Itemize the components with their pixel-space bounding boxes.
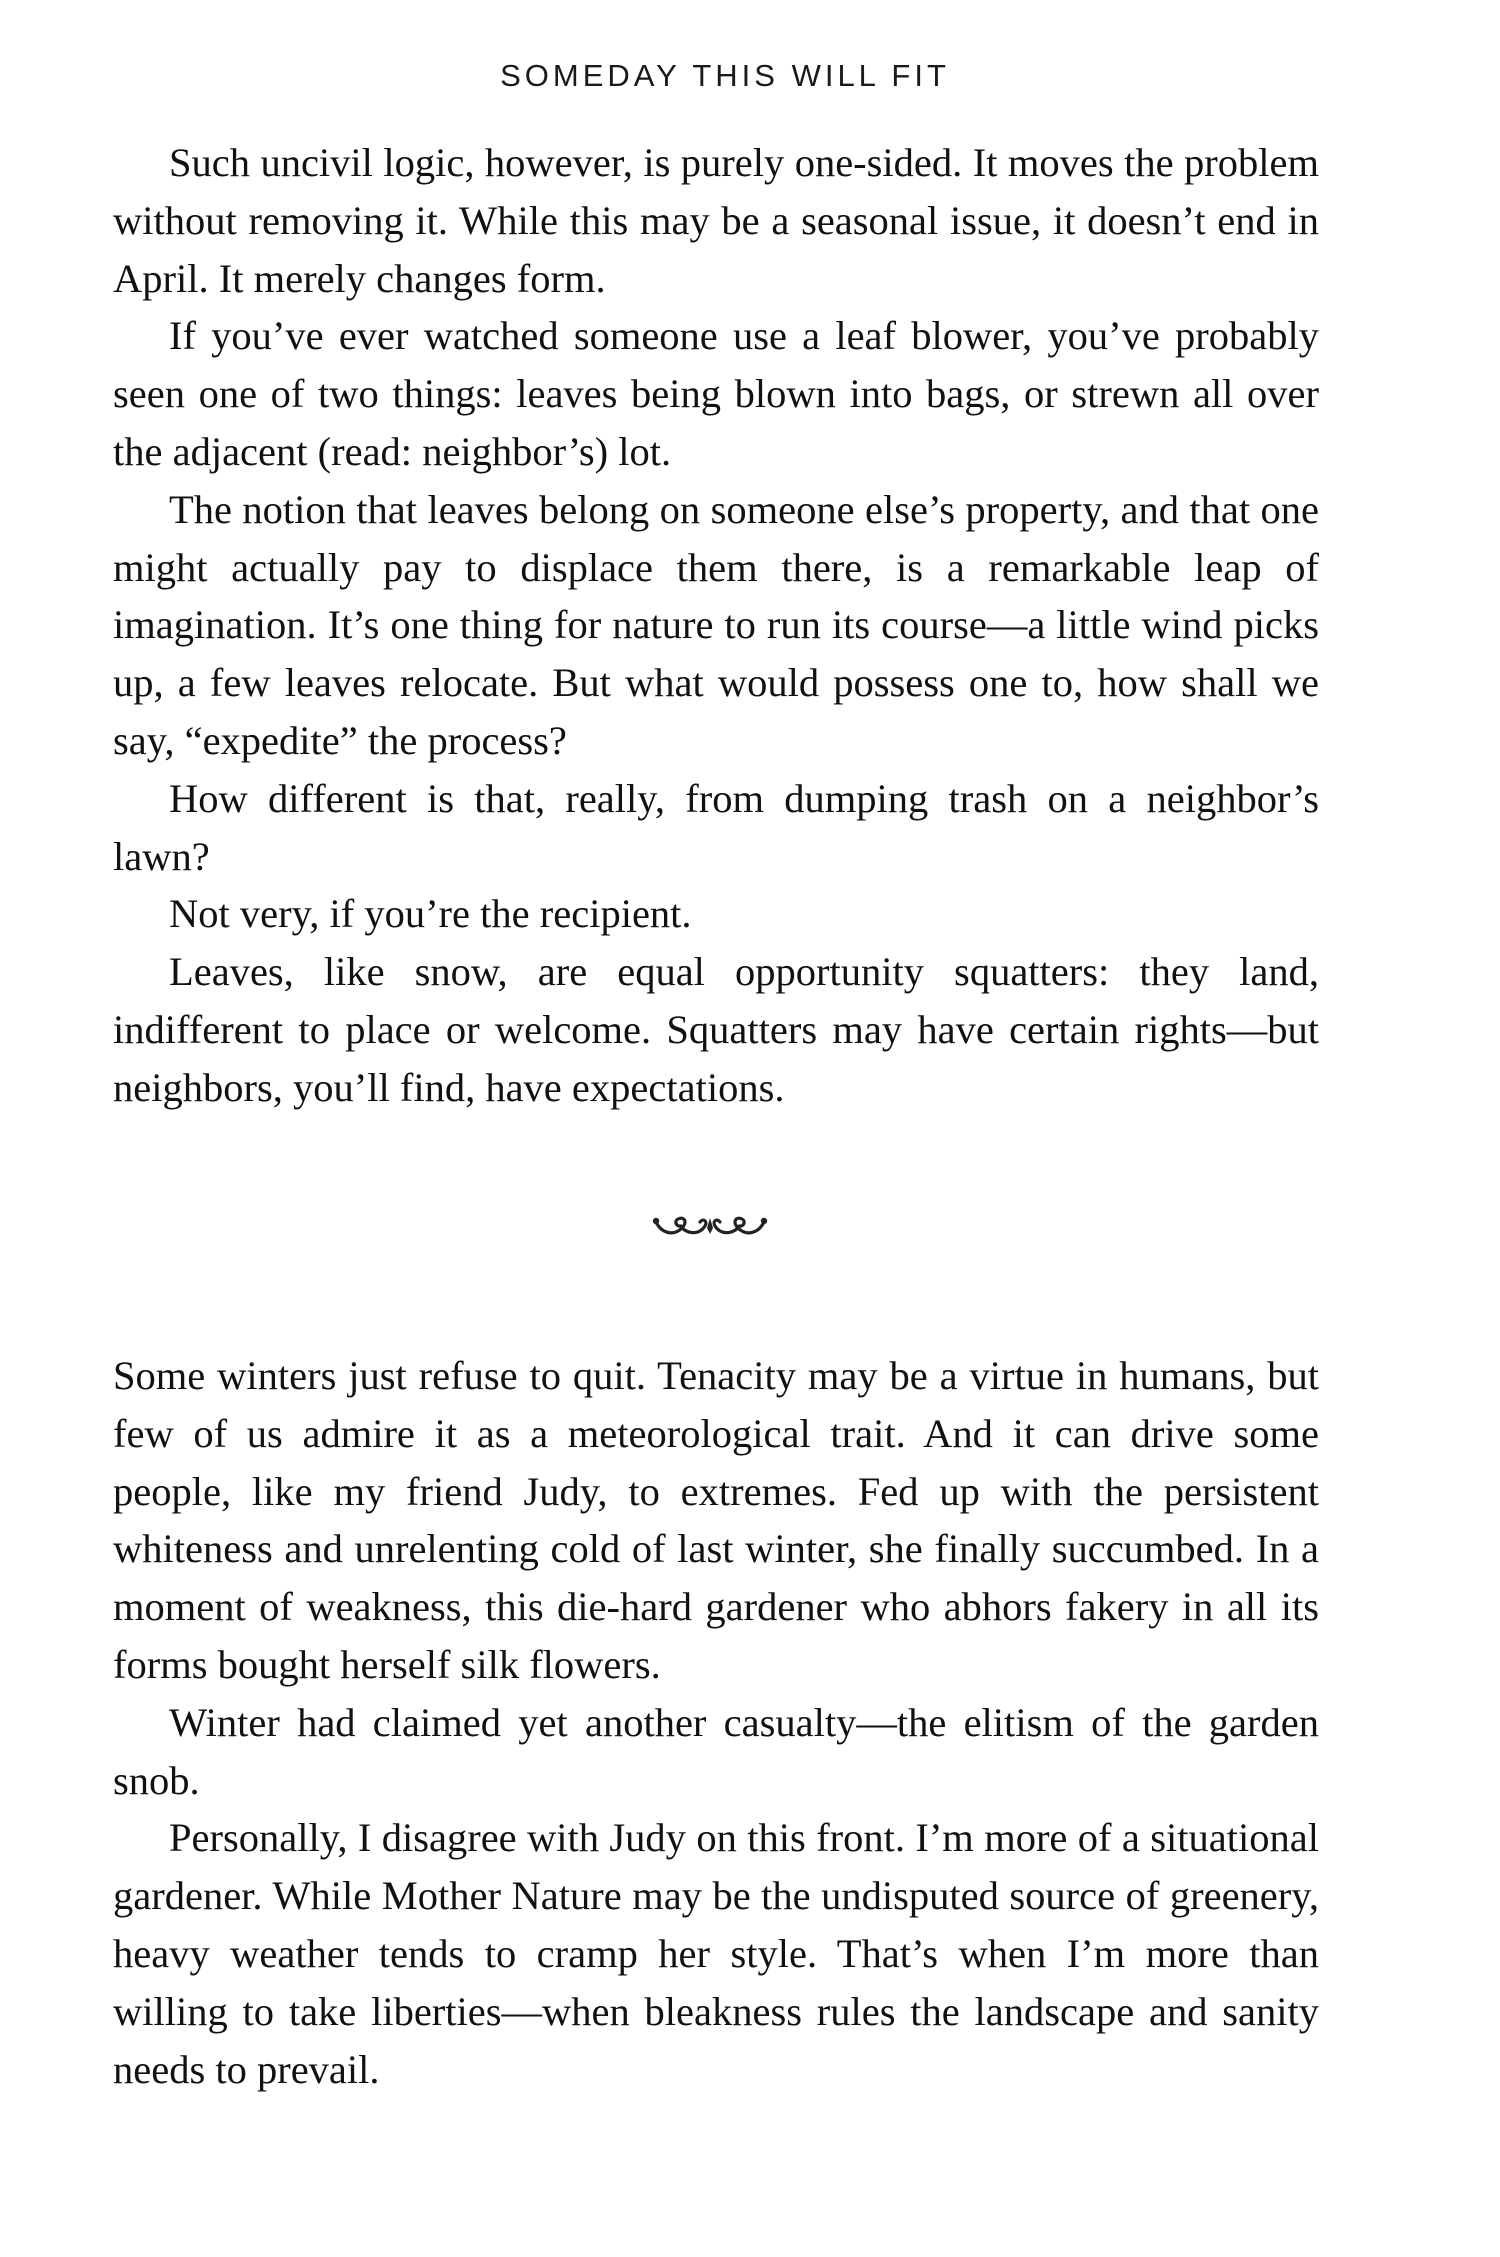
running-head: SOMEDAY THIS WILL FIT	[500, 58, 950, 93]
paragraph: The notion that leaves belong on someone else’s property, and that one might actually pay to displace them there, is a remarkable leap of imagination. It’s one thing for nature to run its course—a little wind picks up, a few leaves relocate. But what would possess one to, how shall we say, “expedite” the process?	[113, 486, 1319, 763]
paragraph: If you’ve ever watched someone use a leaf blower, you’ve probably seen one of two things: leaves being blown into bags, or strewn all over the adjacent (read: neighbor’s) lot.	[113, 313, 1319, 474]
paragraph: Not very, if you’re the recipient.	[169, 891, 692, 937]
paragraph: How different is that, really, from dumping trash on a neighbor’s lawn?	[113, 775, 1319, 879]
paragraph: Some winters just refuse to quit. Tenacity may be a virtue in humans, but few of us admire it as a meteorological trait. And it can drive some people, like my friend Judy, to extremes. Fed up with the persistent whiteness and unrelenting cold of last winter, she finally succumbed. In a moment of weakness, this die-hard gardener who abhors fakery in all its forms bought herself silk flowers.	[113, 1353, 1319, 1687]
paragraph: Leaves, like snow, are equal opportunity squatters: they land, indifferent to place or welcome. Squatters may have certain rights—but neighbors, you’ll find, have expectations.	[113, 949, 1319, 1110]
section-one	[113, 134, 1319, 1117]
paragraph: Such uncivil logic, however, is purely one-sided. It moves the problem without removing it. While this may be a seasonal issue, it doesn’t end in April. It merely changes form.	[113, 140, 1319, 301]
paragraph: Winter had claimed yet another casualty—the elitism of the garden snob.	[113, 1699, 1319, 1803]
flourish-ornament-icon	[650, 1208, 770, 1244]
section-two	[113, 1347, 1319, 2098]
paragraph: Personally, I disagree with Judy on this front. I’m more of a situational gardener. While Mother Nature may be the undisputed source of greenery, heavy weather tends to cramp her style. That’s when I’m more than willing to take liberties—when bleakness rules the landscape and sanity needs to prevail.	[113, 1815, 1319, 2092]
